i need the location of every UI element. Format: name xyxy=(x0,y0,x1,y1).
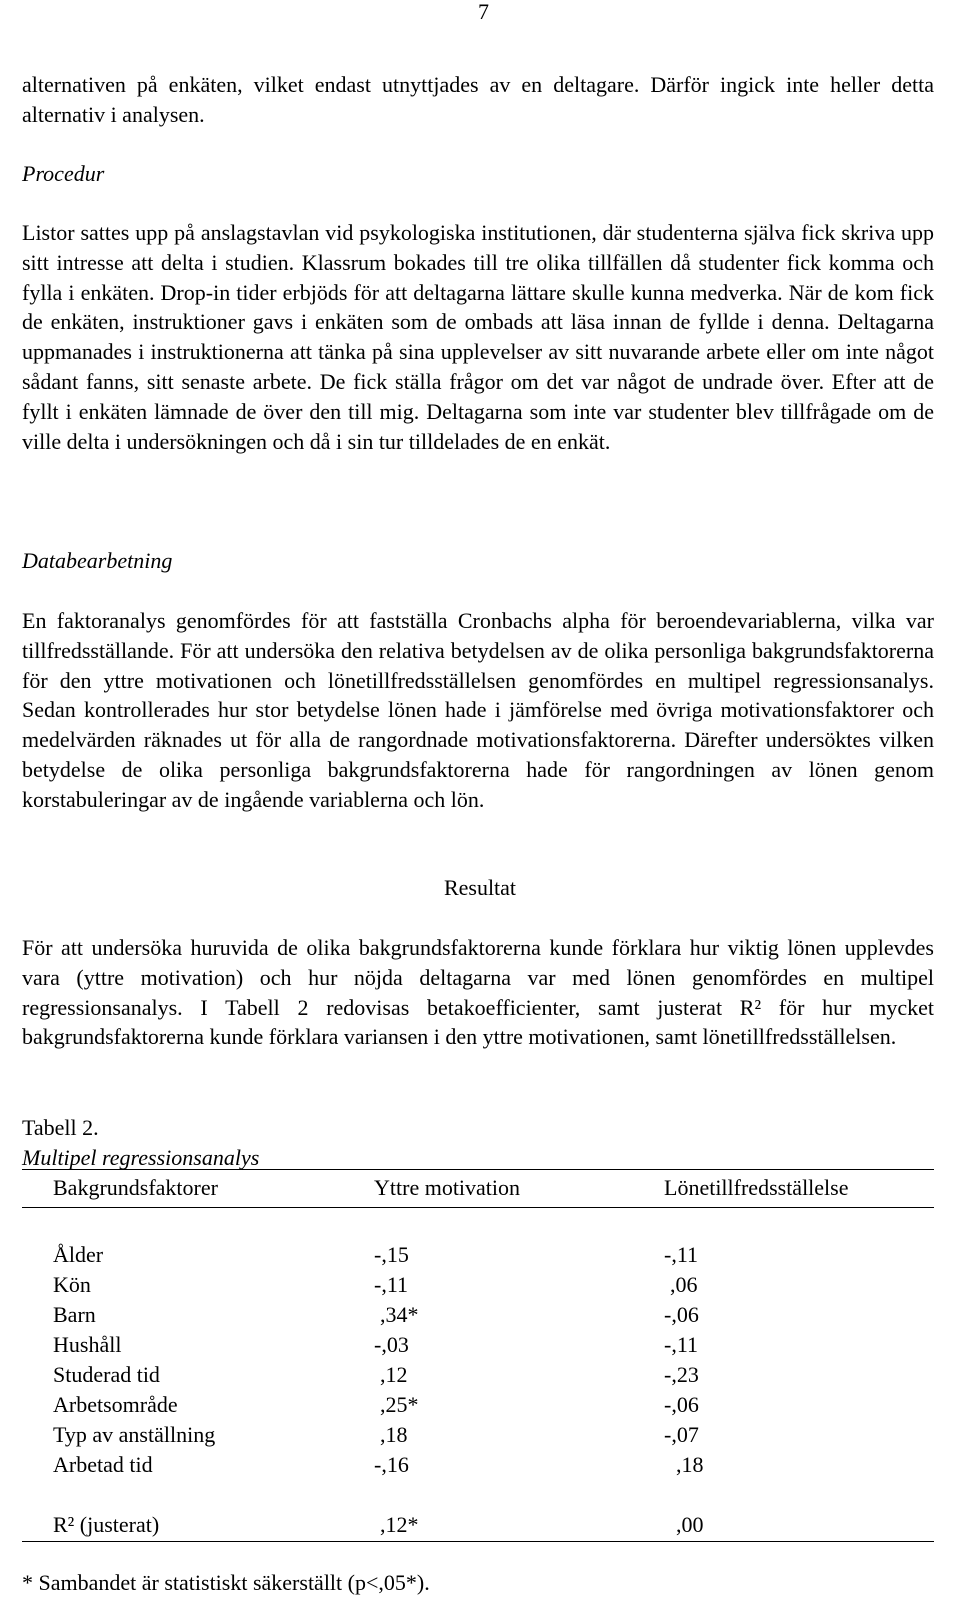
resultat-paragraph: För att undersöka huruvida de olika bakgrundsfaktorerna kunde förklara hur viktig lönen upplevdes vara (yttre motivation) och hur nöjda deltagarna var med lönen genomfördes en multipel regressionsanalys. I Tabell 2 redovisas betakoefficienter, samt justerat R² för hur mycket bakgrundsfaktorerna kunde förklara variansen i den yttre motivationen, samt lönetillfredsställelsen. xyxy=(22,935,934,1050)
table-header-bakgrundsfaktorer: Bakgrundsfaktorer xyxy=(53,1175,218,1200)
table-bottom-rule xyxy=(22,1541,934,1542)
row-lone-value: -,07 xyxy=(664,1422,699,1447)
table-top-rule xyxy=(22,1169,934,1170)
intro-paragraph: alternativen på enkäten, vilket endast utnyttjades av en deltagare. Därför ingick inte heller detta alternativ i analysen. xyxy=(22,72,934,127)
row-yttre-value: -,15 xyxy=(374,1242,409,1267)
row-factor: Studerad tid xyxy=(53,1362,160,1387)
section-heading-procedur: Procedur xyxy=(22,161,105,186)
table-footnote: * Sambandet är statistiskt säkerställt (p<,05*). xyxy=(22,1570,430,1595)
row-yttre-value: ,12 xyxy=(380,1362,408,1387)
table-row xyxy=(0,1330,960,1360)
row-factor: Ålder xyxy=(53,1242,104,1267)
table-row xyxy=(0,1300,960,1330)
table-header-rule xyxy=(22,1207,934,1208)
row-yttre-value: -,16 xyxy=(374,1452,409,1477)
table-row xyxy=(0,1390,960,1420)
table-title: Multipel regressionsanalys xyxy=(22,1145,260,1170)
section-heading-resultat: Resultat xyxy=(443,875,517,900)
row-factor: Typ av anställning xyxy=(53,1422,216,1447)
table-row xyxy=(0,1450,960,1480)
row-lone-value: -,11 xyxy=(664,1242,699,1267)
r2-lone-value: ,00 xyxy=(676,1512,704,1537)
table-row xyxy=(0,1420,960,1450)
row-factor: Arbetad tid xyxy=(53,1452,153,1477)
row-factor: Arbetsområde xyxy=(53,1392,178,1417)
row-factor: Kön xyxy=(53,1272,91,1297)
row-lone-value: -,23 xyxy=(664,1362,699,1387)
row-yttre-value: -,11 xyxy=(374,1272,409,1297)
row-factor: Hushåll xyxy=(53,1332,122,1357)
r2-label: R² (justerat) xyxy=(53,1512,160,1537)
databearbetning-paragraph: En faktoranalys genomfördes för att fastställa Cronbachs alpha för beroendevariablerna, vilka var tillfredsställande. För att undersöka den relativa betydelsen av de olika personliga bakgrundsfaktorerna för den yttre motivationen och lönetillfredsställelsen genomfördes en multipel regressionsanalys. Sedan kontrollerades hur stor betydelse lönen hade i jämförelse med övriga motivationsfaktorer och medelvärden räknades ut för alla de rangordnade motivationsfaktorerna. Därefter undersöktes vilken betydelse de olika personliga bakgrundsfaktorerna hade för rangordningen av lönen genom korstabuleringar av de ingående variablerna och lön. xyxy=(22,608,934,812)
row-factor: Barn xyxy=(53,1302,96,1327)
section-heading-databearbetning: Databearbetning xyxy=(22,548,173,573)
row-lone-value: -,11 xyxy=(664,1332,699,1357)
row-lone-value: -,06 xyxy=(664,1302,699,1327)
table-header-yttre-motivation: Yttre motivation xyxy=(374,1175,521,1200)
table-row xyxy=(0,1270,960,1300)
table-header-lonetillfredsstallelse: Lönetillfredsställelse xyxy=(664,1175,849,1200)
table-row-r2 xyxy=(0,1510,960,1540)
page-number: 7 xyxy=(478,0,489,24)
table-label: Tabell 2. xyxy=(22,1115,99,1140)
r2-yttre-value: ,12* xyxy=(380,1512,419,1537)
table-row xyxy=(0,1240,960,1270)
row-yttre-value: -,03 xyxy=(374,1332,409,1357)
row-lone-value: ,06 xyxy=(670,1272,698,1297)
row-lone-value: -,06 xyxy=(664,1392,699,1417)
table-row xyxy=(0,1360,960,1390)
procedur-paragraph: Listor sattes upp på anslagstavlan vid psykologiska institutionen, där studenterna själva fick skriva upp sitt intresse att delta i studien. Klassrum bokades till tre olika tillfällen då studenter fick komma och fylla i enkäten. Drop-in tider erbjöds för att deltagarna lättare skulle kunna medverka. När de kom fick de enkäten, instruktioner gavs i enkäten som de ombads att läsa innan de fyllde i denna. Deltagarna uppmanades i instruktionerna att tänka på sina upplevelser av sitt nuvarande arbete eller om inte något sådant fanns, sitt senaste arbete. De fick ställa frågor om det var något de undrade över. Efter att de fyllt i enkäten lämnade de över den till mig. Deltagarna som inte var studenter blev tillfrågade om de ville delta i undersökningen och då i sin tur tilldelades de en enkät. xyxy=(22,220,934,454)
row-lone-value: ,18 xyxy=(676,1452,704,1477)
row-yttre-value: ,18 xyxy=(380,1422,408,1447)
row-yttre-value: ,25* xyxy=(380,1392,419,1417)
row-yttre-value: ,34* xyxy=(380,1302,419,1327)
